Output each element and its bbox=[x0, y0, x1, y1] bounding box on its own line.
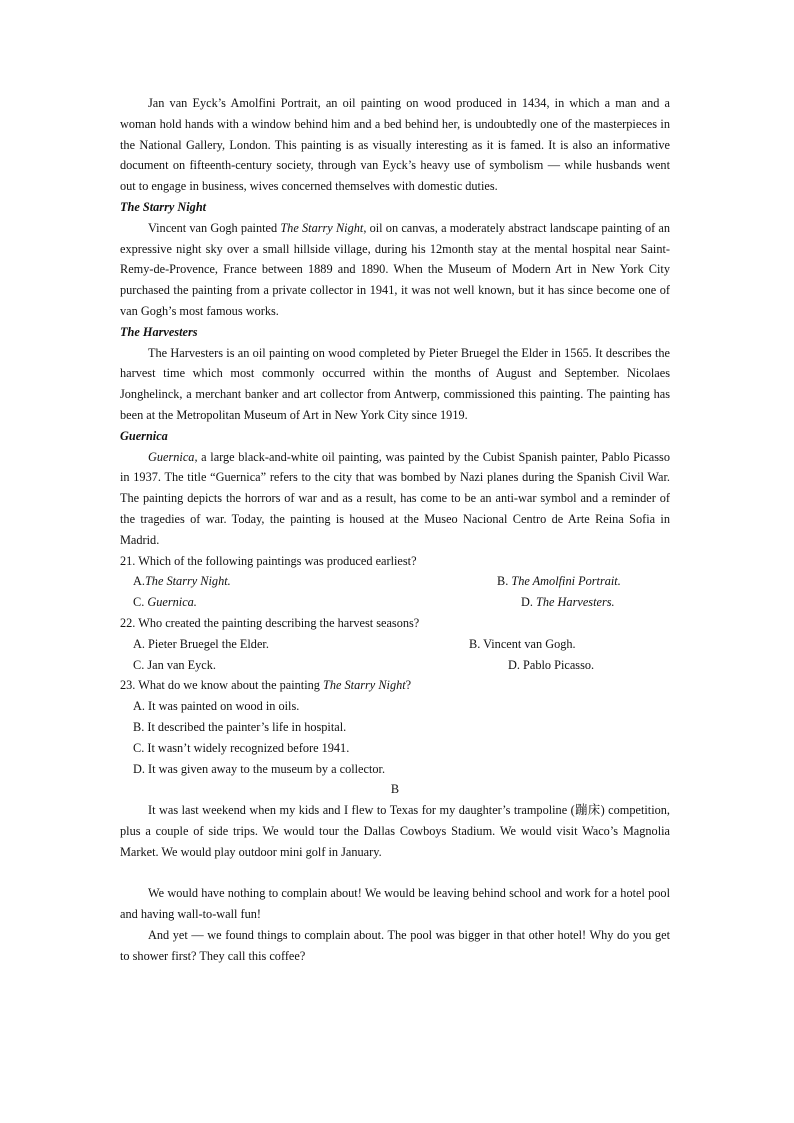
q21-a-text: The Starry Night. bbox=[144, 574, 231, 589]
q23-option-c[interactable]: C. It wasn’t widely recognized before 1941. bbox=[133, 740, 350, 755]
starry-title: The Starry Night bbox=[280, 220, 364, 235]
q21-a-prefix: A. bbox=[133, 574, 145, 589]
q21-options-row-2 bbox=[120, 592, 670, 613]
guernica-heading: Guernica bbox=[120, 428, 168, 443]
starry-night-paragraph bbox=[120, 218, 670, 322]
q23-option-d[interactable]: D. It was given away to the museum by a collector. bbox=[133, 761, 386, 776]
q21-d-text: The Harvesters. bbox=[536, 595, 615, 610]
guernica-body: a large black-and-white oil painting, was painted by the Cubist Spanish painter, Pablo Picasso in 1937. The title “Guernica” refers to the city that was bombed by Nazi planes during the Spanish Civil War. The painting depicts the horrors of war and as a result, has come to be an anti-war symbol and a reminder of the tragedies of war. Today, the painting is housed at the Museo Nacional Centro de Arte Reina Sofia in Madrid. bbox=[120, 449, 670, 547]
q22-option-d[interactable]: D. Pablo Picasso. bbox=[508, 657, 595, 672]
q23-option-b[interactable]: B. It described the painter’s life in hospital. bbox=[133, 719, 347, 734]
q21-option-b[interactable] bbox=[497, 571, 621, 592]
starry-body: , oil on canvas, a moderately abstract landscape painting of an expressive night sky over a small hillside village, during his 12month stay at the mental hospital near Saint-Remy-de-Provence, France between 1889 and 1890. When the Museum of Modern Art in New York City purchased the painting from a private collector in 1941, it was not well known, but it has since become one of van Gogh’s most famous works. bbox=[120, 220, 671, 318]
q23-stem-title: The Starry Night bbox=[322, 678, 406, 693]
q21-option-a[interactable] bbox=[133, 571, 231, 592]
q21-d-prefix: D. bbox=[521, 595, 537, 610]
q22-stem: 22. Who created the painting describing the harvest seasons? bbox=[120, 615, 420, 630]
section-b-label: B bbox=[390, 782, 400, 797]
guernica-paragraph bbox=[120, 447, 670, 551]
starry-night-heading: The Starry Night bbox=[120, 199, 207, 214]
q21-option-c[interactable] bbox=[133, 592, 197, 613]
q22-option-b[interactable]: B. Vincent van Gogh. bbox=[469, 636, 576, 651]
q21-option-d[interactable] bbox=[521, 592, 615, 613]
harvesters-paragraph: The Harvesters is an oil painting on wood completed by Pieter Bruegel the Elder in 1565. It describes the harvest time which most commonly occurred within the months of August and September. Nicolaes Jonghelinck, a merchant banker and art collector from Antwerp, commissioned this painting. The painting has been at the Metropolitan Museum of Art in New York City since 1919. bbox=[120, 345, 670, 422]
document-page bbox=[120, 93, 670, 966]
starry-lead: Vincent van Gogh painted bbox=[148, 220, 281, 235]
paragraph-gap bbox=[120, 862, 670, 883]
q23-stem-lead: 23. What do we know about the painting bbox=[120, 678, 323, 693]
q22-option-a[interactable]: A. Pieter Bruegel the Elder. bbox=[133, 636, 269, 651]
q23-stem bbox=[120, 675, 670, 696]
q22-options-row-1 bbox=[120, 634, 670, 655]
q21-b-text: The Amolfini Portrait. bbox=[511, 574, 621, 589]
passage-b-paragraph-1: It was last weekend when my kids and I flew to Texas for my daughter’s trampoline (蹦床) competition, plus a couple of side trips. We would tour the Dallas Cowboys Stadium. We would visit Waco’s Magnolia Market. We would play outdoor mini golf in January. bbox=[120, 803, 670, 859]
q21-b-prefix: B. bbox=[497, 574, 512, 589]
passage-b-paragraph-2: We would have nothing to complain about! We would be leaving behind school and work for a hotel pool and having wall-to-wall fun! bbox=[120, 886, 670, 922]
passage-b-paragraph-3: And yet — we found things to complain about. The pool was bigger in that other hotel! Why do you get to shower first? They call this coffee? bbox=[120, 927, 670, 963]
harvesters-heading: The Harvesters bbox=[120, 324, 198, 339]
q21-c-text: Guernica. bbox=[147, 595, 197, 610]
guernica-title: Guernica, bbox=[148, 449, 198, 464]
q21-stem: 21. Which of the following paintings was produced earliest? bbox=[120, 553, 417, 568]
q21-options-row-1 bbox=[120, 571, 670, 592]
q22-options-row-2 bbox=[120, 655, 670, 676]
q22-option-c[interactable]: C. Jan van Eyck. bbox=[133, 657, 216, 672]
intro-paragraph: Jan van Eyck’s Amolfini Portrait, an oil painting on wood produced in 1434, in which a man and a woman hold hands with a window behind him and a bed behind her, is undoubtedly one of the masterpieces in the National Gallery, London. This painting is as visually interesting as it is famed. It is also an informative document on fifteenth-century society, through van Eyck’s heavy use of symbolism — while husbands went out to engage in business, wives concerned themselves with domestic duties. bbox=[120, 96, 670, 194]
q21-c-prefix: C. bbox=[133, 595, 148, 610]
q23-option-a[interactable]: A. It was painted on wood in oils. bbox=[133, 699, 300, 714]
q23-stem-end: ? bbox=[405, 678, 412, 693]
